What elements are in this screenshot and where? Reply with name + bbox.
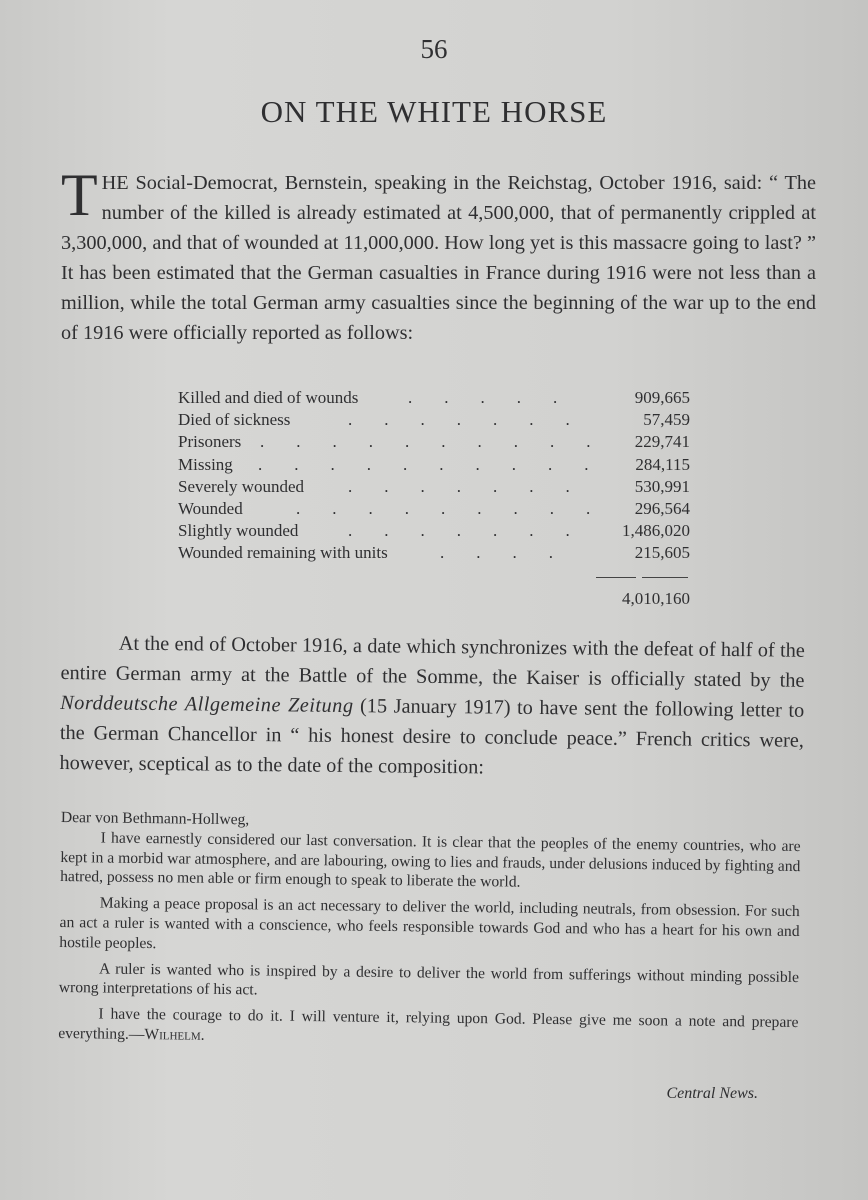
letter-paragraph: A ruler is wanted who is inspired by a desire to deliver the world from sufferings without minding possible wrong interpretations of his act. bbox=[58, 960, 800, 999]
row-value: 296,564 bbox=[634, 498, 690, 518]
table-row bbox=[178, 409, 690, 431]
para-text-end: (15 January 1917) to have sent the following letter to the German Chancellor in “ his honest desire to conclude peace.” French critics were, however, sceptical as to the date of the composition: bbox=[59, 695, 805, 779]
page-number: 56 bbox=[420, 34, 448, 64]
para-text-start: At the end of October 1916, a date which synchronizes with the defeat of half of the entire German army at the Battle of the Somme, the Kaiser is officially stated by the bbox=[60, 632, 805, 692]
leader-dots: ....... bbox=[348, 521, 602, 541]
sum-rule bbox=[596, 577, 688, 578]
leader-dots: .......... bbox=[260, 432, 623, 452]
row-value: 530,991 bbox=[634, 476, 690, 496]
table-row bbox=[178, 476, 690, 498]
letter-paragraph-final bbox=[58, 1004, 798, 1053]
chapter-title: ON THE WHITE HORSE bbox=[260, 94, 608, 129]
letter-salutation: Dear von Bethmann-Hollweg, bbox=[60, 808, 250, 829]
row-label: Died of sickness bbox=[178, 410, 291, 430]
row-value: 229,741 bbox=[634, 432, 690, 452]
row-value: 284,115 bbox=[635, 454, 690, 474]
rule-gap bbox=[636, 576, 642, 579]
table-row bbox=[178, 431, 690, 453]
row-value: 909,665 bbox=[634, 388, 690, 407]
table-row bbox=[178, 498, 690, 520]
total-value: 4,010,160 bbox=[622, 589, 690, 608]
row-label: Prisoners bbox=[178, 432, 242, 452]
leader-dots: ......... bbox=[296, 498, 623, 518]
row-label: Slightly wounded bbox=[178, 521, 299, 541]
leader-dots: .......... bbox=[258, 454, 621, 474]
letter-paragraph: I have earnestly considered our last conversation. It is clear that the peoples of the enemy countries, who are kept in a morbid war atmosphere, and are labouring, owing to lies and frauds, under delusions induced by fighting and hatred, possess no men able or firm enough to speak to liberate the world. bbox=[60, 829, 801, 892]
table-row bbox=[178, 542, 690, 564]
row-label: Missing bbox=[178, 454, 233, 474]
body-paragraph bbox=[59, 628, 805, 786]
drop-cap: T bbox=[61, 162, 98, 228]
leader-dots: .... bbox=[440, 543, 585, 563]
casualties-table bbox=[178, 387, 690, 608]
table-row bbox=[178, 454, 690, 476]
intro-text: HE Social-Democrat, Bernstein, speaking in the Reichstag, October 1916, said: “ The number of the killed is already estimated at 4,500,000, that of permanently crippled at 3,300,000, and that of wounded at 11,000,000. How long yet is this massacre going to last? ” It has been estimated that the German casualties in France during 1916 were not less than a million, while the total German army casualties since the beginning of the war up to the end of 1916 were officially reported as follows: bbox=[61, 172, 816, 344]
letter-signature: Wilhelm. bbox=[144, 1026, 205, 1044]
row-value: 1,486,020 bbox=[622, 521, 690, 541]
table-row bbox=[178, 520, 690, 542]
leader-dots: ..... bbox=[408, 388, 590, 407]
row-value: 215,605 bbox=[634, 543, 690, 563]
leader-dots: ....... bbox=[348, 410, 602, 430]
row-label: Killed and died of wounds bbox=[178, 388, 359, 407]
letter-closing-text: I have the courage to do it. I will venture it, relying upon God. Please give me soon a note and prepare everything.— bbox=[58, 1005, 799, 1044]
kaiser-letter bbox=[58, 808, 801, 1059]
letter-paragraph: Making a peace proposal is an act necessary to deliver the world, including neutrals, from obsession. For such an act a ruler is wanted with a conscience, who feels responsible towards God and who has a heart for his own and hostile peoples. bbox=[59, 894, 800, 952]
source-attribution: Central News. bbox=[666, 1085, 758, 1102]
row-label: Wounded remaining with units bbox=[178, 543, 388, 563]
table-row bbox=[178, 387, 690, 409]
intro-paragraph bbox=[61, 162, 816, 348]
newspaper-name: Norddeutsche Allgemeine Zeitung bbox=[60, 691, 354, 718]
row-label: Severely wounded bbox=[178, 476, 305, 496]
row-value: 57,459 bbox=[643, 410, 690, 430]
leader-dots: ....... bbox=[348, 476, 602, 496]
row-label: Wounded bbox=[178, 498, 243, 518]
